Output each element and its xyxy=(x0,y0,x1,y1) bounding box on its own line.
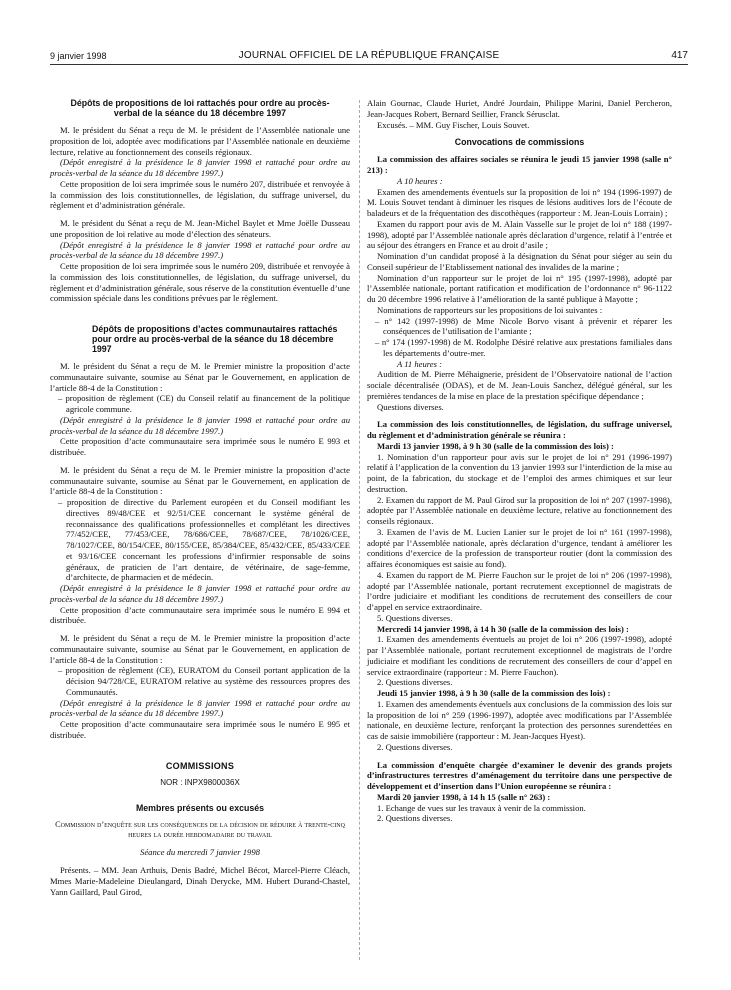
paragraph: Alain Gournac, Claude Huriet, André Jourdain, Philippe Marini, Daniel Percheron, Jean-Jacques Robert, Bernard Seillier, Franck Sérusclat. xyxy=(367,98,672,119)
excuses: Excusés. – MM. Guy Fischer, Louis Souvet. xyxy=(377,119,530,130)
paragraph: Questions diverses. xyxy=(377,401,444,412)
seance-date: Séance du mercredi 7 janvier 1998 xyxy=(140,847,260,858)
header-journal-title: JOURNAL OFFICIEL DE LA RÉPUBLIQUE FRANÇAISE xyxy=(238,50,500,61)
paragraph: Cette proposition d’acte communautaire sera imprimée sous le numéro E 993 et distribuée. xyxy=(50,436,350,457)
paragraph: 3. Examen de l’avis de M. Lucien Lanier sur le projet de loi n° 161 (1997-1998), adopté par l’Assemblée nationale, après déclaration d’urgence, tendant à améliorer les conditions d’exercice de la profession de transporteur routier (dont la commission des affaires économiques est saisie au fond). xyxy=(367,526,672,569)
session-date: Mardi 20 janvier 1998, à 14 h 15 (salle n° 263) : xyxy=(377,791,551,802)
header-page-number: 417 xyxy=(671,50,688,61)
left-column xyxy=(50,98,350,897)
presents-list: Présents. – MM. Jean Arthuis, Denis Badré, Michel Bécot, Marcel-Pierre Cléach, Mmes Marie-Madeleine Dieulangard, Dinah Derycke, MM. Hubert Durand-Chastel, Yann Gaillard, Paul Girod, xyxy=(50,865,350,897)
list-item: – proposition de règlement (CE) du Conseil relatif au financement de la politique agricole commune. xyxy=(58,393,350,414)
paragraph: Cette proposition de loi sera imprimée sous le numéro 207, distribuée et renvoyée à la commission des lois constitutionnelles, de législation, du suffrage universel, du règlement et d’administration générale. xyxy=(50,178,350,211)
paragraph: 2. Questions diverses. xyxy=(377,813,453,824)
page-header xyxy=(50,50,688,65)
paragraph: Cette proposition d’acte communautaire sera imprimée sous le numéro E 995 et distribuée. xyxy=(50,719,350,740)
paragraph: 1. Examen des amendements éventuels aux conclusions de la commission des lois sur la proposition de loi n° 259 (1996-1997), adoptée avec modifications par l’Assemblée nationale, en deuxième lecture, renforçant la protection des personnes surendettées en cas de saisie immobilière (rapporteur : M. Jean-Jacques Hyest). xyxy=(367,698,672,741)
paragraph: (Dépôt enregistré à la présidence le 8 janvier 1998 et rattaché pour ordre au procès-verbal de la séance du 18 décembre 1997.) xyxy=(50,239,350,261)
paragraph: Cette proposition de loi sera imprimée sous le numéro 209, distribuée et renvoyée à la commission des lois constitutionnelles, de législation, du suffrage universel, du règlement et d’administration générale, sous réserve de la constitution éventuelle d’une commission spéciale dans les conditions prévues par le règlement. xyxy=(50,261,350,304)
paragraph: M. le président du Sénat a reçu de M. le Premier ministre la proposition d’acte communautaire suivante, soumise au Sénat par le Gouvernement, en application de l’article 88-4 de la Constitution : xyxy=(50,633,350,665)
paragraph: Nomination d’un candidat proposé à la désignation du Sénat pour siéger au sein du Conseil supérieur de l’Etablissement national des invalides de la marine ; xyxy=(367,251,672,272)
paragraph: 2. Questions diverses. xyxy=(377,677,453,688)
commission-enquete-title: La commission d’enquête chargée d’examiner le devenir des grands projets d’infrastructures terrestres d’aménagement du territoire dans une perspective de développement et d’insertion dans l’Union européenne se réunira : xyxy=(367,759,672,791)
paragraph: (Dépôt enregistré à la présidence le 8 janvier 1998 et rattaché pour ordre au procès-verbal de la séance du 18 décembre 1997.) xyxy=(50,583,350,604)
paragraph: 1. Nomination d’un rapporteur pour avis sur le projet de loi n° 291 (1996-1997) relatif à l’application de la convention du 13 janvier 1993 sur l’interdiction de la mise au point, de la fabrication, du stockage et de l’emploi des armes chimiques et sur leur destruction. xyxy=(367,451,672,494)
paragraph: Cette proposition d’acte communautaire sera imprimée sous le numéro E 994 et distribuée. xyxy=(50,604,350,626)
session-date: Jeudi 15 janvier 1998, à 9 h 30 (salle de la commission des lois) : xyxy=(377,688,611,698)
header-date: 9 janvier 1998 xyxy=(50,51,107,61)
paragraph: Audition de M. Pierre Méhaignerie, président de l’Observatoire national de l’action sociale décentralisée (ODAS), et de M. Jean-Louis Sanchez, délégué général, sur les premières tendances de la mise en place de la prestation spécifique dépendance ; xyxy=(367,369,672,401)
commissions-heading: COMMISSIONS xyxy=(165,760,235,771)
paragraph: 2. Examen du rapport de M. Paul Girod sur la proposition de loi n° 207 (1997-1998), adoptée par l’Assemblée nationale en deuxième lecture, relative au fonctionnement des conseils régionaux. xyxy=(367,494,672,526)
convocations-heading: Convocations de commissions xyxy=(454,137,585,148)
paragraph: (Dépôt enregistré à la présidence le 8 janvier 1998 et rattaché pour ordre au procès-verbal de la séance du 18 décembre 1997.) xyxy=(50,157,350,178)
paragraph: 1. Echange de vues sur les travaux à venir de la commission. xyxy=(377,802,586,813)
commission-name: Commission d’enquête sur les conséquences de la décision de réduire à trente-cinq heures la durée hebdomadaire du travail xyxy=(55,820,345,840)
section-title-propositions-loi: Dépôts de propositions de loi rattachés pour ordre au procès-verbal de la séance du 18 décembre 1997 xyxy=(70,98,330,118)
paragraph: 4. Examen du rapport de M. Pierre Fauchon sur le projet de loi n° 206 (1997-1998), adopté par l’Assemblée nationale, portant recrutement exceptionnel de magistrats de l’ordre judiciaire et modifiant les conditions de recrutement des conseillers de cour d’appel en service extraordinaire. xyxy=(367,569,672,612)
list-item: – proposition de règlement (CE), EURATOM du Conseil portant application de la décision 94/728/CE, EURATOM relative au système des ressources propres des Communautés. xyxy=(58,665,350,697)
list-item: – proposition de directive du Parlement européen et du Conseil modifiant les directives 89/48/CEE et 92/51/CEE concernant le système général de reconnaissance des qualifications professionnelles et complétant les directives 77/452/CEE, 77/453/CEE, 78/686/CEE, 78/687/CEE, 78/1026/CEE, 78/1027/CEE, 80/154/CEE, 80/155/CEE, 85/384/CEE, 85/432/CEE, 85/433/CEE et 93/16/CEE concernant les professions d’infirmier responsable de soins généraux, de praticien de l’art dentaire, de vétérinaire, de sage-femme, d’architecte, de pharmacien et de médecin. xyxy=(58,497,350,583)
paragraph: Examen des amendements éventuels sur la proposition de loi n° 194 (1996-1997) de M. Louis Souvet tendant à diminuer les risques de lésions auditives lors de l’écoute de baladeurs et de la fréquentation des discothèques (rapporteur : M. Jean-Louis Lorrain) ; xyxy=(367,186,672,218)
paragraph: Nominations de rapporteurs sur les propositions de loi suivantes : xyxy=(377,304,603,315)
paragraph: (Dépôt enregistré à la présidence le 8 janvier 1998 et rattaché pour ordre au procès-verbal de la séance du 18 décembre 1997.) xyxy=(50,697,350,719)
commission-affaires-sociales-title: La commission des affaires sociales se réunira le jeudi 15 janvier 1998 (salle n° 213) : xyxy=(367,154,672,175)
session-date: Mercredi 14 janvier 1998, à 14 h 30 (salle de la commission des lois) : xyxy=(377,623,629,634)
commission-lois-title: La commission des lois constitutionnelles, de législation, du suffrage universel, du règlement et d’administration générale se réunira : xyxy=(367,419,672,440)
list-item: – n° 174 (1997-1998) de M. Rodolphe Désiré relative aux prestations familiales dans les départements d’outre-mer. xyxy=(375,337,672,358)
list-item: – n° 142 (1997-1998) de Mme Nicole Borvo visant à prévenir et réparer les conséquences de l’utilisation de l’amiante ; xyxy=(375,315,672,337)
paragraph: Nomination d’un rapporteur sur le projet de loi n° 195 (1997-1998), adopté par l’Assemblée nationale, portant ratification et modification de l’ordonnance n° 96-1122 du 20 décembre 1996 relative à l’amélioration de la santé publique à Mayotte ; xyxy=(367,272,672,304)
membres-heading: Membres présents ou excusés xyxy=(135,803,265,813)
paragraph: M. le président du Sénat a reçu de M. le président de l’Assemblée nationale une proposition de loi, adoptée avec modifications par l’Assemblée nationale en deuxième lecture, relative au fonctionnement des conseils régionaux. xyxy=(50,125,350,157)
session-date: Mardi 13 janvier 1998, à 9 h 30 (salle de la commission des lois) : xyxy=(377,440,614,451)
paragraph: 5. Questions diverses. xyxy=(377,612,453,623)
nor-reference: NOR : INPX9800036X xyxy=(160,778,240,788)
paragraph: M. le président du Sénat a reçu de M. le Premier ministre la proposition d’acte communautaire suivante, soumise au Sénat par le Gouvernement, en application de l’article 88-4 de la Constitution : xyxy=(50,361,350,393)
paragraph: Examen du rapport pour avis de M. Alain Vasselle sur le projet de loi n° 188 (1997-1998), adopté par l’Assemblée nationale après déclaration d’urgence, relatif à l’entrée et au séjour des étrangers en France et au droit d’asile ; xyxy=(367,218,672,251)
hour-heading: A 10 heures : xyxy=(397,175,443,186)
column-divider xyxy=(359,100,360,960)
paragraph: (Dépôt enregistré à la présidence le 8 janvier 1998 et rattaché pour ordre au procès-verbal de la séance du 18 décembre 1997.) xyxy=(50,414,350,436)
hour-heading: A 11 heures : xyxy=(397,358,442,369)
paragraph: 1. Examen des amendements éventuels au projet de loi n° 206 (1997-1998), adopté par l’Assemblée nationale, portant recrutement exceptionnel de magistrats de l’ordre judiciaire et modifiant les conditions de recrutement des conseillers de cour d’appel en service extraordinaire (rapporteur : M. Pierre Fauchon). xyxy=(367,634,672,677)
right-column xyxy=(367,98,672,824)
paragraph: M. le président du Sénat a reçu de M. Jean-Michel Baylet et Mme Joëlle Dusseau une proposition de loi relative au mode d’élection des sénateurs. xyxy=(50,218,350,239)
paragraph: M. le président du Sénat a reçu de M. le Premier ministre la proposition d’acte communautaire suivante, soumise au Sénat par le Gouvernement, en application de l’article 88-4 de la Constitution : xyxy=(50,464,350,497)
paragraph: 2. Questions diverses. xyxy=(377,741,453,752)
section-title-actes-communautaires: Dépôts de propositions d’actes communautaires rattachés pour ordre au procès-verbal de la séance du 18 décembre 1997 xyxy=(92,324,338,354)
